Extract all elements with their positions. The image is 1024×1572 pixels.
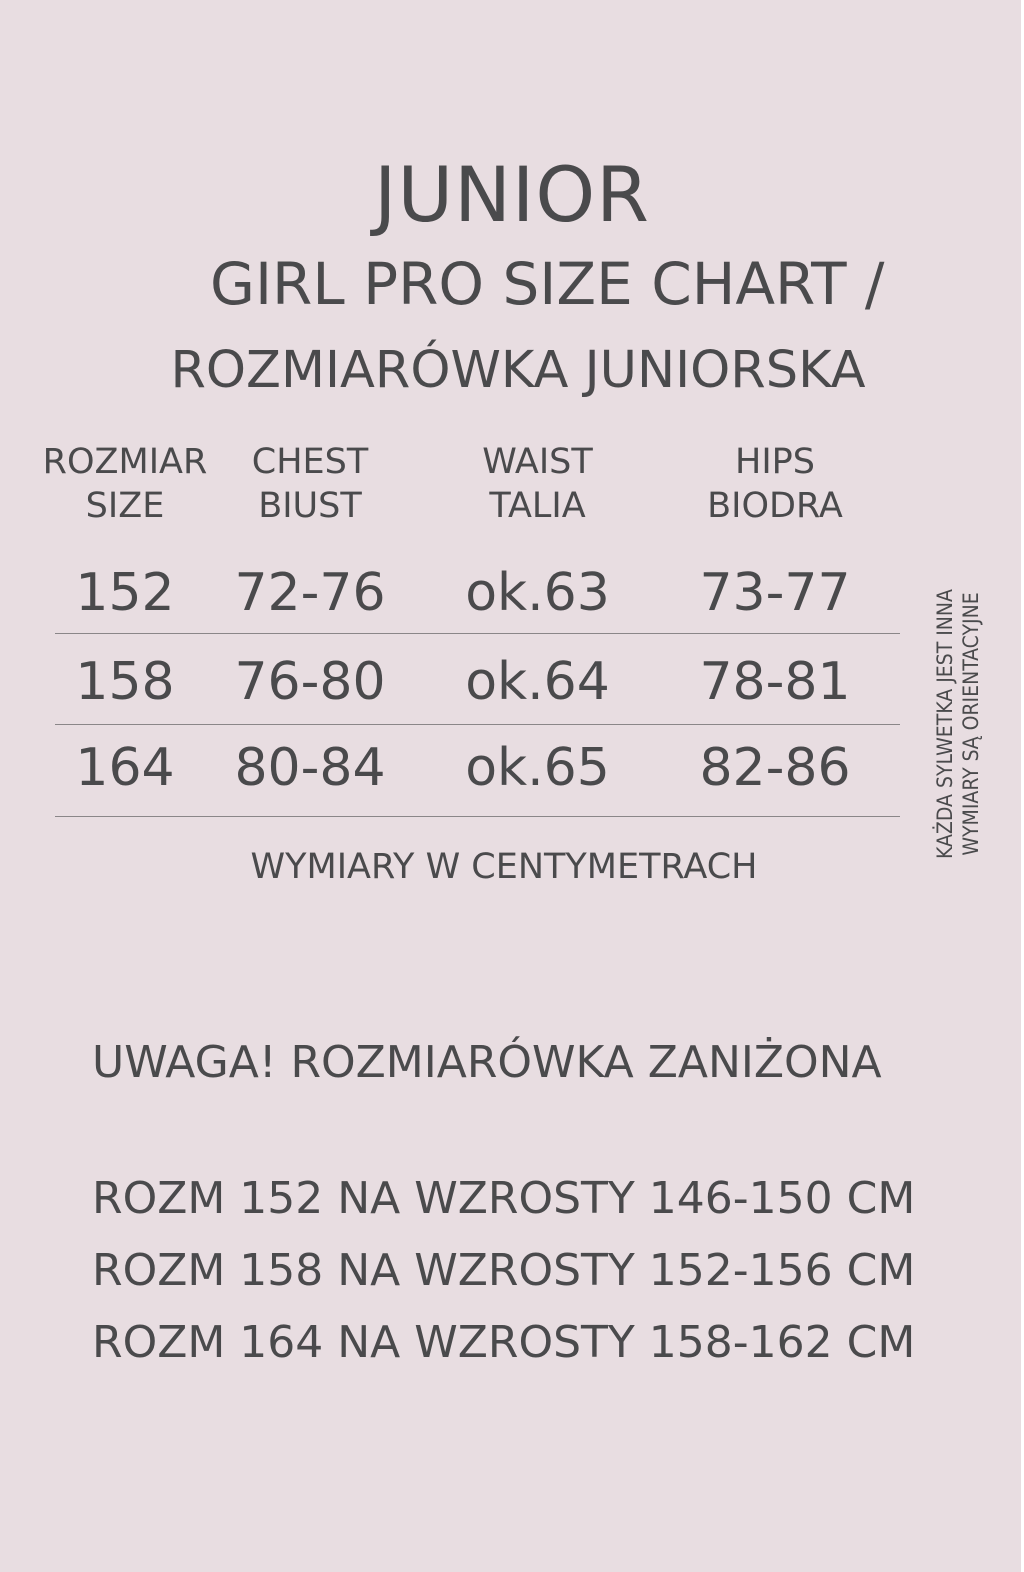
row-divider [55,816,900,817]
cell-size: 164 [75,738,175,798]
height-guide [92,1163,915,1379]
cell-chest: 76-80 [234,652,386,712]
cell-size: 152 [75,563,175,623]
height-guide-item: ROZM 158 NA WZROSTY 152-156 CM [92,1245,916,1296]
cell-waist: ok.63 [465,563,610,623]
column-header-line2: SIZE [85,486,165,526]
side-note-line2: WYMIARY SĄ ORIENTACYJNE [959,592,983,856]
units-note: WYMIARY W CENTYMETRACH [250,847,758,887]
cell-chest: 72-76 [234,563,386,623]
cell-size: 158 [75,652,175,712]
column-header-line2: BIODRA [707,486,843,526]
column-header-line1: CHEST [251,442,369,482]
cell-hips: 73-77 [699,563,851,623]
column-header-size [40,440,210,528]
column-header-line1: WAIST [482,442,593,482]
row-divider [55,633,900,634]
side-note [932,564,992,884]
side-note-line1: KAŻDA SYLWETKA JEST INNA [933,589,957,859]
page-title: JUNIOR [374,150,650,239]
cell-chest: 80-84 [234,738,386,798]
cell-waist: ok.65 [465,738,610,798]
column-header-line1: ROZMIAR [42,442,208,482]
warning-notice: UWAGA! ROZMIARÓWKA ZANIŻONA [92,1037,882,1088]
page-subtitle: GIRL PRO SIZE CHART / [210,250,885,318]
cell-hips: 82-86 [699,738,851,798]
height-guide-item: ROZM 164 NA WZROSTY 158-162 CM [92,1317,916,1368]
column-header-line2: TALIA [489,486,586,526]
height-guide-item: ROZM 152 NA WZROSTY 146-150 CM [92,1173,916,1224]
table-row [0,637,1024,727]
column-header-chest [215,440,405,528]
table-row [0,548,1024,638]
column-header-line2: BIUST [258,486,362,526]
cell-hips: 78-81 [699,652,851,712]
column-header-line1: HIPS [735,442,815,482]
cell-waist: ok.64 [465,652,610,712]
column-header-hips [675,440,875,528]
column-header-waist [440,440,635,528]
page-subtitle-polish: ROZMIARÓWKA JUNIORSKA [170,341,866,400]
table-row [0,723,1024,813]
